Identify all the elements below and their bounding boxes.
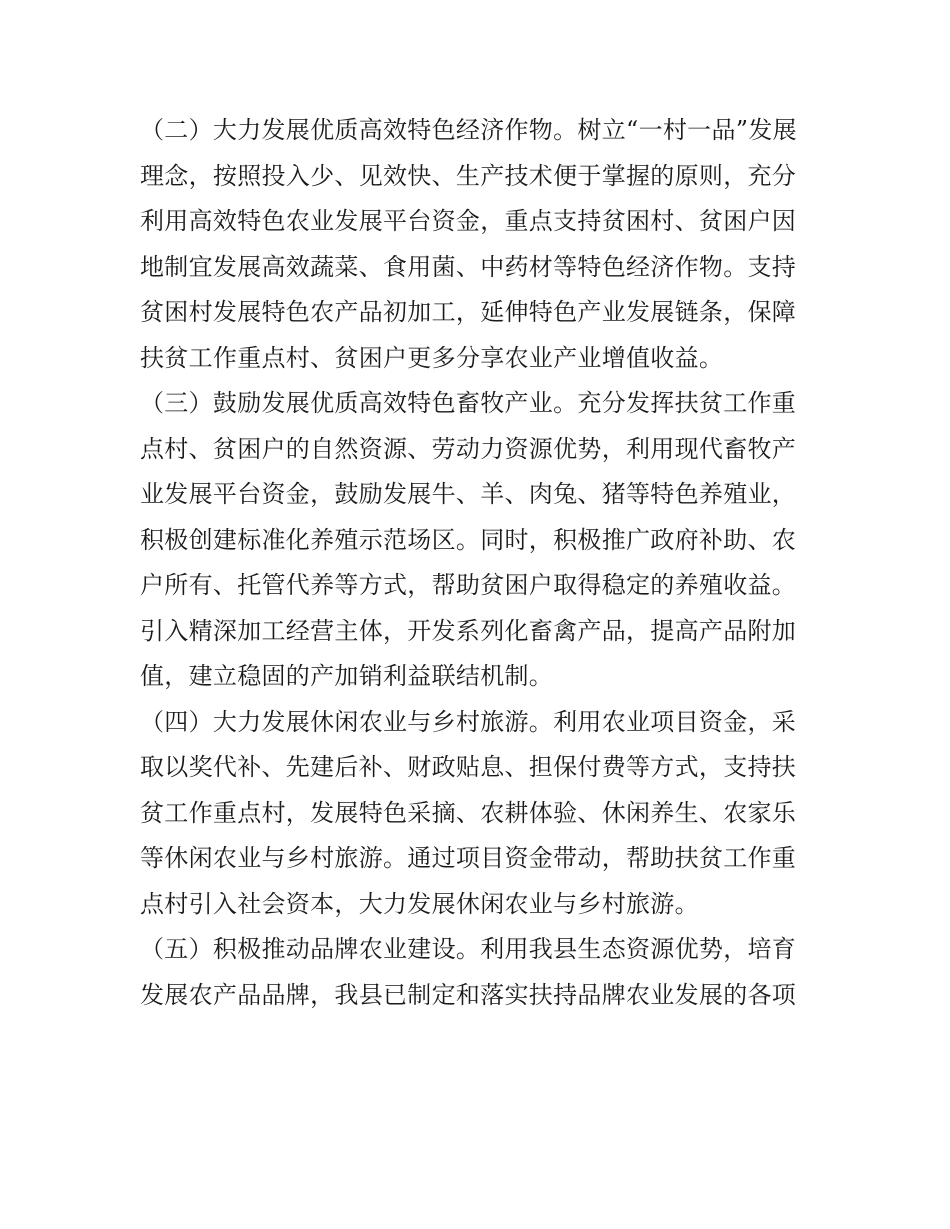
text-line: 等休闲农业与乡村旅游。通过项目资金带动，帮助扶贫工作重 bbox=[140, 844, 797, 872]
text-line: 点村、贫困户的自然资源、劳动力资源优势，利用现代畜牧产 bbox=[140, 434, 797, 463]
text-line: 贫困村发展特色农产品初加工，延伸特色产业发展链条，保障 bbox=[140, 298, 797, 326]
paragraph-3 bbox=[140, 381, 820, 700]
text-line: （五）积极推动品牌农业建设。利用我县生态资源优势，培育 bbox=[140, 935, 797, 963]
text-line: 发展农产品品牌，我县已制定和落实扶持品牌农业发展的各项 bbox=[140, 980, 797, 1009]
paragraph-2 bbox=[140, 108, 820, 381]
text-line: 理念，按照投入少、见效快、生产技术便于掌握的原则，充分 bbox=[140, 161, 797, 190]
text-line: 取以奖代补、先建后补、财政贴息、担保付费等方式，支持扶 bbox=[140, 753, 797, 781]
paragraph-5 bbox=[140, 927, 820, 1018]
text-line: 引入精深加工经营主体，开发系列化畜禽产品，提高产品附加 bbox=[140, 616, 797, 645]
text-line: 贫工作重点村，发展特色采摘、农耕体验、休闲养生、农家乐 bbox=[140, 798, 797, 827]
text-line: （二）大力发展优质高效特色经济作物。树立“一村一品”发展 bbox=[140, 116, 797, 144]
text-line: 积极创建标准化养殖示范场区。同时，积极推广政府补助、农 bbox=[140, 525, 797, 554]
text-line: 利用高效特色农业发展平台资金，重点支持贫困村、贫困户因 bbox=[140, 207, 797, 235]
text-line: 点村引入社会资本，大力发展休闲农业与乡村旅游。 bbox=[140, 889, 699, 918]
text-line: 值，建立稳固的产加销利益联结机制。 bbox=[140, 662, 554, 690]
text-line: 地制宜发展高效蔬菜、食用菌、中药材等特色经济作物。支持 bbox=[140, 252, 797, 281]
text-line: （四）大力发展休闲农业与乡村旅游。利用农业项目资金，采 bbox=[140, 707, 797, 736]
text-line: 户所有、托管代养等方式，帮助贫困户取得稳定的养殖收益。 bbox=[140, 571, 797, 599]
text-line: 扶贫工作重点村、贫困户更多分享农业产业增值收益。 bbox=[140, 343, 724, 372]
document-body bbox=[140, 108, 820, 1018]
paragraph-4 bbox=[140, 700, 820, 928]
text-line: 业发展平台资金，鼓励发展牛、羊、肉兔、猪等特色养殖业， bbox=[140, 480, 797, 508]
text-line: （三）鼓励发展优质高效特色畜牧产业。充分发挥扶贫工作重 bbox=[140, 389, 797, 417]
